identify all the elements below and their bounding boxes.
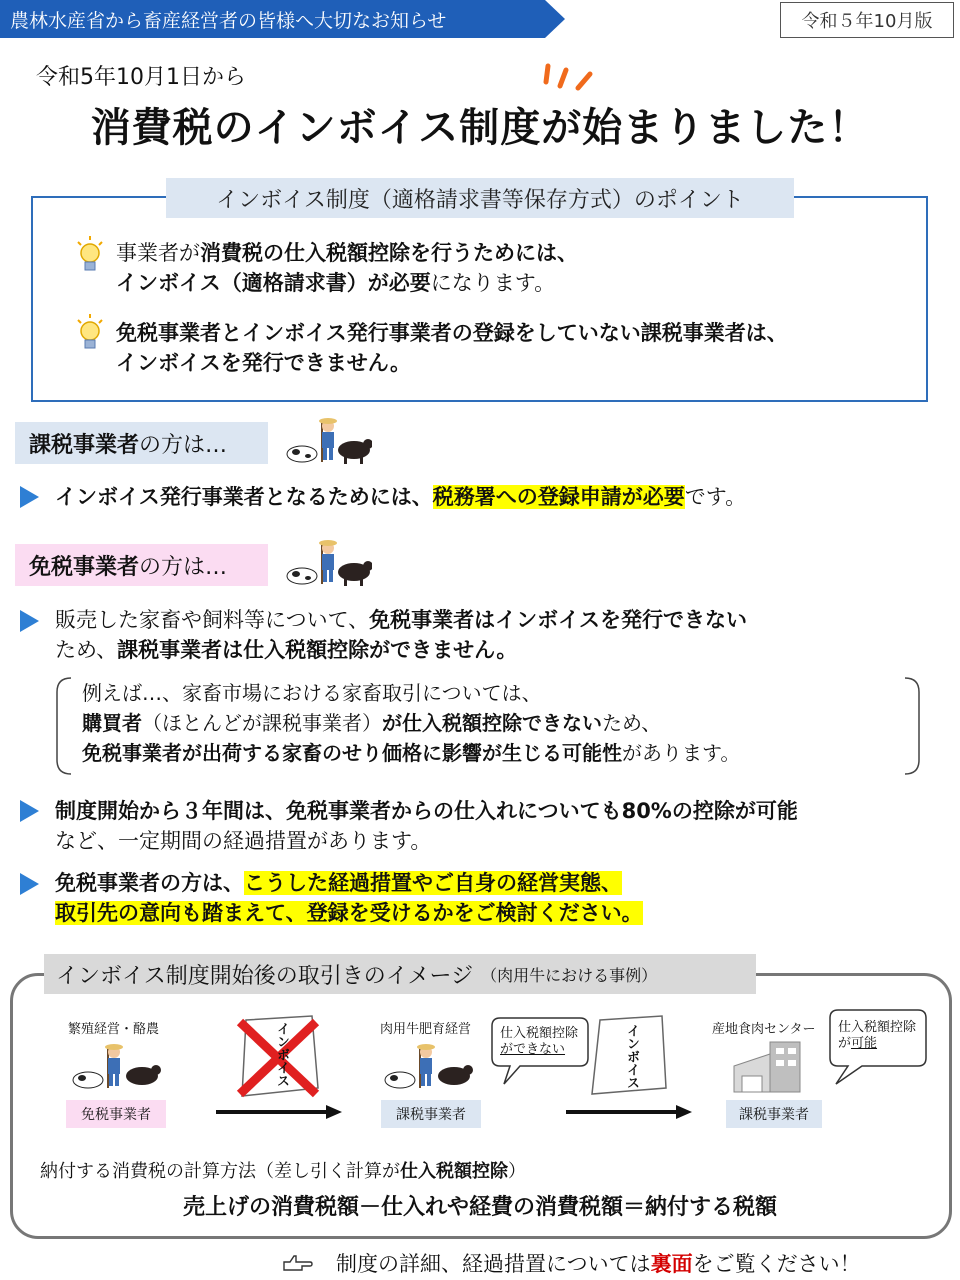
bubble-no-deduction xyxy=(500,1026,578,1058)
diagram-title-main: インボイス制度開始後の取引きのイメージ xyxy=(56,963,474,989)
bubble1-line-b: ができない xyxy=(500,1042,566,1057)
exempt-bullet-3 xyxy=(55,868,643,928)
bubble2-line-b1: が xyxy=(838,1036,852,1051)
exempt-b3-c: 取引先の意向も踏まえて、登録を受けるかをご検討ください。 xyxy=(55,901,643,925)
example-text xyxy=(82,678,740,768)
taxable-line-a: インボイス発行事業者となるためには、 xyxy=(55,485,433,509)
calc-text-b: 仕入税額控除 xyxy=(400,1161,508,1182)
example-line-1: 例えば…、家畜市場における家畜取引については、 xyxy=(82,681,542,705)
edition-badge: 令和５年10月版 xyxy=(780,2,954,38)
bubble2-line-b2: 可能 xyxy=(851,1036,878,1051)
point-1-text-b: 消費税の仕入税額控除を行うためには、 xyxy=(200,241,578,265)
node-fattening-tag: 課税事業者 xyxy=(381,1100,481,1128)
node-fattening-caption: 肉用牛肥育経営 xyxy=(380,1022,472,1037)
pointing-hand-icon xyxy=(282,1252,314,1274)
exempt-b3-a: 免税事業者の方は、 xyxy=(55,871,244,895)
bubble2-line-a: 仕入税額控除 xyxy=(838,1020,917,1035)
arrow-right-icon xyxy=(216,1104,342,1120)
taxable-line-c: です。 xyxy=(684,485,747,509)
tax-formula: 売上げの消費税額－仕入れや経費の消費税額＝納付する税額 xyxy=(182,1195,777,1220)
taxable-label-bold: 課税事業者 xyxy=(29,432,140,458)
exempt-b1-b: 免税事業者はインボイスを発行できない xyxy=(369,608,747,632)
farmer-with-cattle-icon xyxy=(384,1040,474,1092)
exempt-label xyxy=(15,544,268,586)
diagram-title xyxy=(44,954,756,994)
bullet-triangle-icon xyxy=(20,486,39,508)
page-title: 消費税のインボイス制度が始まりました！ xyxy=(90,105,870,151)
exempt-b1-a: 販売した家畜や飼料等について、 xyxy=(55,608,370,632)
bullet-triangle-icon xyxy=(20,610,39,632)
exempt-b2-a: 制度開始から３年間は、免税事業者からの仕入れについても80%の控除が可能 xyxy=(55,799,798,823)
calc-text-c: ） xyxy=(508,1161,526,1182)
footer-note xyxy=(336,1248,861,1278)
node-meat-center-tag: 課税事業者 xyxy=(726,1100,822,1128)
bubble1-line-a: 仕入税額控除 xyxy=(500,1026,579,1041)
bullet-triangle-icon xyxy=(20,873,39,895)
example-line-2b: （ほとんどが課税事業者） xyxy=(142,711,382,735)
node-breeding-caption: 繁殖経営・酪農 xyxy=(68,1022,160,1037)
point-2-text-b: インボイスを発行できません。 xyxy=(116,351,412,375)
banner-text: 農林水産省から畜産経営者の皆様へ大切なお知らせ xyxy=(10,10,447,32)
lightbulb-icon xyxy=(76,236,104,276)
node-breeding-tag: 免税事業者 xyxy=(66,1100,166,1128)
start-date: 令和5年10月1日から xyxy=(36,65,246,90)
bullet-triangle-icon xyxy=(20,800,39,822)
farmer-with-cattle-icon xyxy=(286,414,372,466)
example-line-3a: 免税事業者が出荷する家畜のせり価格に影響が生じる可能性 xyxy=(82,741,622,765)
taxable-label xyxy=(15,422,268,464)
exempt-label-bold: 免税事業者 xyxy=(29,554,140,580)
point-1-text-d: になります。 xyxy=(430,271,556,295)
example-line-2c: が仕入税額控除できない xyxy=(382,711,602,735)
farmer-with-cattle-icon xyxy=(286,536,372,588)
exempt-b1-c: ため、 xyxy=(55,638,118,662)
exempt-label-rest: の方は… xyxy=(139,554,228,580)
point-2 xyxy=(116,318,788,378)
exempt-b1-d: 課税事業者は仕入税額控除ができません。 xyxy=(117,638,518,662)
building-icon xyxy=(730,1036,804,1094)
example-line-2a: 購買者 xyxy=(82,711,142,735)
example-line-3b: があります。 xyxy=(622,741,741,765)
point-1 xyxy=(116,238,578,298)
taxable-line-b: 税務署への登録申請が必要 xyxy=(432,485,685,509)
point-1-text-a: 事業者が xyxy=(116,241,200,265)
exempt-b2-b: など、一定期間の経過措置があります。 xyxy=(55,829,432,853)
exempt-b3-b: こうした経過措置やご自身の経営実態、 xyxy=(244,871,622,895)
footer-text-a: 制度の詳細、経過措置については xyxy=(336,1252,651,1276)
points-title: インボイス制度（適格請求書等保存方式）のポイント xyxy=(166,178,794,218)
accent-marks-icon xyxy=(536,60,606,94)
footer-text-c: をご覧ください！ xyxy=(692,1252,861,1276)
invoice-label: インボイス xyxy=(624,1024,639,1089)
lightbulb-icon xyxy=(76,314,104,354)
invoice-label-crossed: インボイス xyxy=(274,1022,289,1087)
example-line-2d: ため、 xyxy=(602,711,662,735)
exempt-bullet-2 xyxy=(55,796,798,856)
exempt-bullet-1 xyxy=(55,605,747,665)
footer-text-b: 裏面 xyxy=(650,1252,693,1276)
diagram-title-note: （肉用牛における事例） xyxy=(481,965,658,985)
farmer-with-cattle-icon xyxy=(72,1040,162,1092)
bubble-deduction-possible xyxy=(838,1020,916,1052)
point-1-text-c: インボイス（適格請求書）が必要 xyxy=(116,271,431,295)
node-meat-center-caption: 産地食肉センター xyxy=(712,1022,816,1037)
taxable-label-rest: の方は… xyxy=(139,432,228,458)
taxable-line xyxy=(55,482,746,512)
calc-text-a: 納付する消費税の計算方法（差し引く計算が xyxy=(40,1161,400,1182)
arrow-right-icon xyxy=(566,1104,692,1120)
calc-method xyxy=(40,1157,526,1183)
header-banner xyxy=(0,0,565,38)
point-2-text-a: 免税事業者とインボイス発行事業者の登録をしていない課税事業者は、 xyxy=(116,321,788,345)
